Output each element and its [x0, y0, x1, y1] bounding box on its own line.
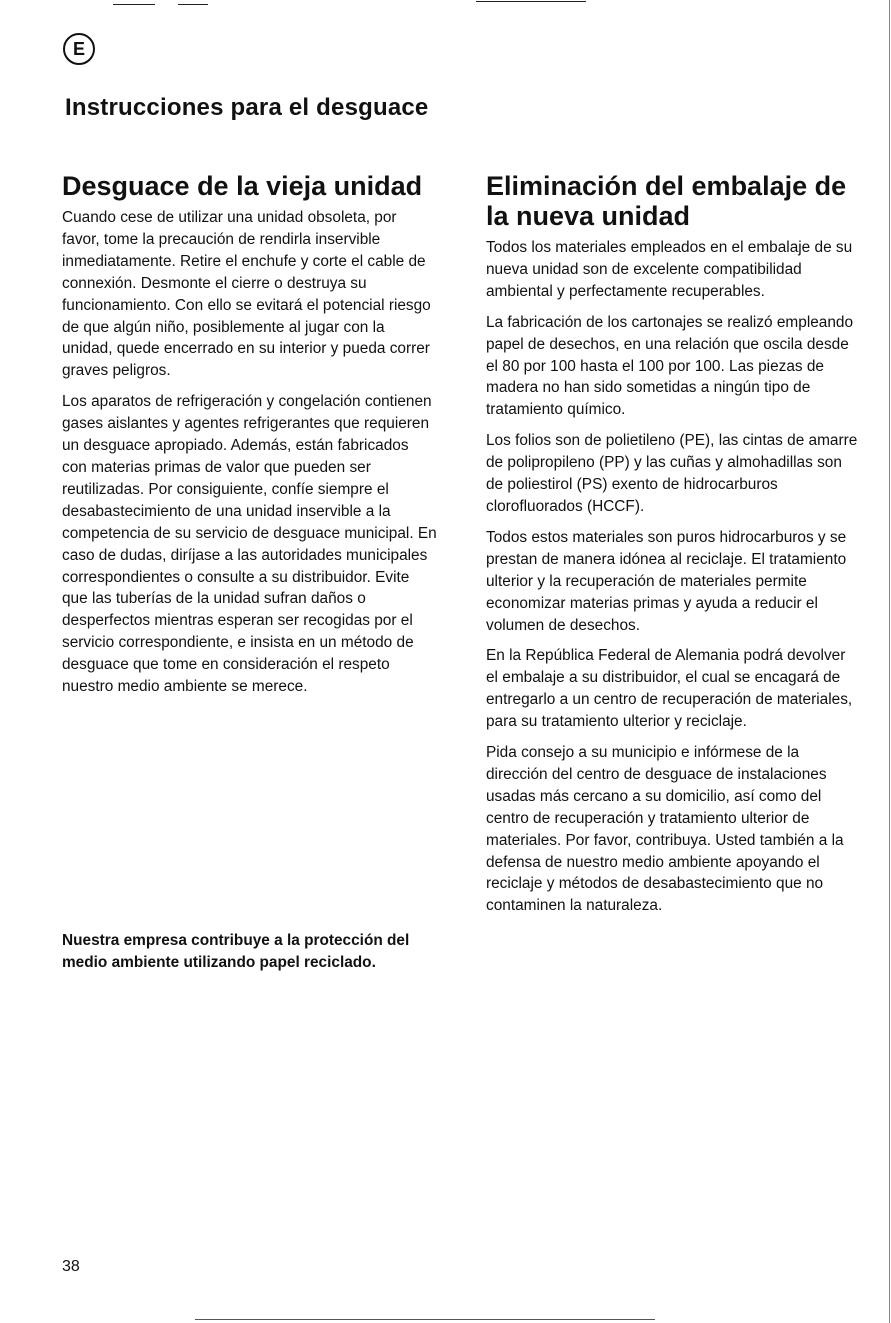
- section-title: Instrucciones para el desguace: [65, 94, 429, 121]
- left-paragraph-2: Los aparatos de refrigeración y congelación contienen gases aislantes y agentes refrigerantes que requieren un desguace apropiado. Además, están fabricados con materias primas de valor que pueden ser reutilizadas. Por consiguiente, confíe siempre el desabastecimiento de una unidad inservible a la competencia de su servicio de desguace municipal. En caso de dudas, diríjase a las autoridades municipales correspondientes o consulte a su distribuidor. Evite que las tuberías de la unidad sufran daños o desperfectos mientras esperan ser recogidas por el servicio correspondiente, e insista en un método de desguace que tome en consideración el respeto nuestro medio ambiente se merece.: [62, 393, 437, 696]
- recycled-paper-note: Nuestra empresa contribuye a la protección del medio ambiente utilizando papel reciclado.: [62, 932, 410, 971]
- left-paragraph-1: Cuando cese de utilizar una unidad obsoleta, por favor, tome la precaución de rendirla inservible inmediatamente. Retire el enchufe y corte el cable de connexión. Desmonte el cierre o destruya su funcionamiento. Con ello se evitará el potencial riesgo de que algún niño, posiblemente al jugar con la unidad, quede encerrado en su interior y pueda correr graves peligros.: [62, 209, 431, 380]
- right-paragraph-1: Todos los materiales empleados en el embalaje de su nueva unidad son de excelente compatibilidad ambiental y perfectamente recuperables.: [486, 239, 853, 300]
- page-number: 38: [62, 1258, 80, 1275]
- right-heading: Eliminación del embalaje de la nueva unidad: [486, 171, 847, 231]
- left-column: [62, 171, 437, 707]
- top-rule-left: [113, 4, 155, 5]
- right-column: [486, 171, 861, 926]
- right-paragraph-4: Todos estos materiales son puros hidrocarburos y se prestan de manera idónea al reciclaje. El tratamiento ulterior y la recuperación de materiales permite economizar materias primas y ayuda a reducir el volumen de desechos.: [486, 528, 847, 634]
- top-rule-right: [476, 1, 586, 2]
- page-edge: [889, 0, 890, 1323]
- right-paragraph-2: La fabricación de los cartonajes se realizó empleando papel de desechos, en una relación que oscila desde el 80 por 100 hasta el 100 por 100. Las piezas de madera no han sido sometidas a ningún tipo de tratamiento químico.: [486, 313, 854, 419]
- language-badge: E: [63, 33, 95, 65]
- left-heading: Desguace de la vieja unidad: [62, 171, 423, 201]
- right-paragraph-5: En la República Federal de Alemania podrá devolver el embalaje a su distribuidor, el cual se encagará de entregarlo a un centro de recuperación de materiales, para su tratamiento ulterior y reciclaje.: [486, 647, 853, 731]
- top-rule-left-2: [178, 4, 208, 5]
- right-paragraph-3: Los folios son de polietileno (PE), las cintas de amarre de polipropileno (PP) y las cuñas y almohadillas son de poliestirol (PS) exento de hidrocarburos clorofluorados (HCCF).: [486, 432, 858, 515]
- bottom-rule: [195, 1319, 655, 1320]
- right-paragraph-6: Pida consejo a su municipio e infórmese de la dirección del centro de desguace de instalaciones usadas más cercano a su domicilio, así como del centro de recuperación y tratamiento ulterior de materiales. Por favor, contribuya. Usted también a la defensa de nuestro medio ambiente apoyando el reciclaje y métodos de desabastecimiento que no contaminen la naturaleza.: [486, 744, 844, 915]
